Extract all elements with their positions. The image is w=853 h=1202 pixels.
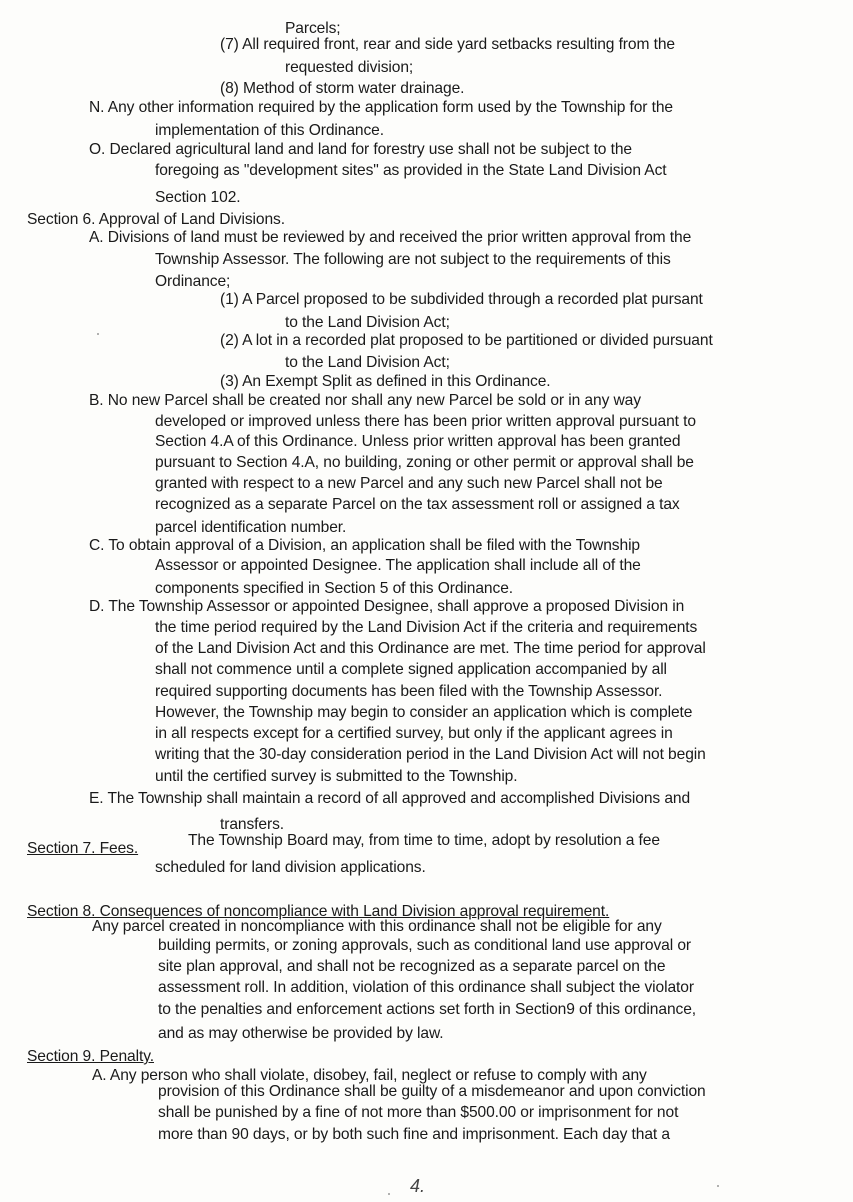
- text-line: (3) An Exempt Split as defined in this Ordinance.: [220, 373, 551, 390]
- text-line: O. Declared agricultural land and land for forestry use shall not be subject to the: [89, 141, 632, 158]
- text-line: of the Land Division Act and this Ordinance are met. The time period for approval: [155, 640, 706, 657]
- text-line: recognized as a separate Parcel on the tax assessment roll or assigned a tax: [155, 496, 680, 513]
- text-line: A. Divisions of land must be reviewed by and received the prior written approval from the: [89, 229, 692, 246]
- text-line: Township Assessor. The following are not subject to the requirements of this: [155, 251, 671, 268]
- text-line: (1) A Parcel proposed to be subdivided through a recorded plat pursant: [220, 291, 703, 308]
- text-line: Section 102.: [155, 189, 241, 206]
- text-line: Parcels;: [285, 20, 341, 37]
- text-line: writing that the 30-day consideration period in the Land Division Act will not begin: [155, 746, 706, 763]
- page-number: 4.: [410, 1176, 426, 1196]
- text-line: granted with respect to a new Parcel and any such new Parcel shall not be: [155, 475, 663, 492]
- text-line: (8) Method of storm water drainage.: [220, 80, 465, 97]
- text-line: Section 4.A of this Ordinance. Unless prior written approval has been granted: [155, 433, 681, 450]
- text-line: A. Any person who shall violate, disobey, fail, neglect or refuse to comply with any: [92, 1067, 647, 1084]
- text-line: in all respects except for a certified survey, but only if the applicant agrees in: [155, 725, 673, 742]
- text-line: developed or improved unless there has been prior written approval pursuant to: [155, 413, 696, 430]
- text-line: B. No new Parcel shall be created nor shall any new Parcel be sold or in any way: [89, 392, 641, 409]
- text-line: provision of this Ordinance shall be guilty of a misdemeanor and upon conviction: [158, 1083, 706, 1100]
- section-heading: Section 8. Consequences of noncompliance with Land Division approval requirement.: [27, 903, 610, 920]
- text-line: C. To obtain approval of a Division, an application shall be filed with the Township: [89, 537, 641, 554]
- text-line: parcel identification number.: [155, 519, 347, 536]
- text-line: and as may otherwise be provided by law.: [158, 1025, 444, 1042]
- text-line: to the Land Division Act;: [285, 354, 450, 371]
- scan-speck: [97, 333, 99, 335]
- text-line: site plan approval, and shall not be recognized as a separate parcel on the: [158, 958, 666, 975]
- text-line: the time period required by the Land Division Act if the criteria and requirements: [155, 619, 698, 636]
- section-heading: Section 7. Fees.: [27, 840, 139, 857]
- text-line: scheduled for land division applications.: [155, 859, 426, 876]
- text-line: components specified in Section 5 of this Ordinance.: [155, 580, 513, 597]
- section-heading: Section 9. Penalty.: [27, 1048, 154, 1065]
- text-line: D. The Township Assessor or appointed Designee, shall approve a proposed Division in: [89, 598, 685, 615]
- text-line: Any parcel created in noncompliance with this ordinance shall not be eligible for any: [92, 918, 662, 935]
- text-line: N. Any other information required by the application form used by the Township for the: [89, 99, 674, 116]
- scan-speck: [717, 1185, 719, 1187]
- text-line: However, the Township may begin to consider an application which is complete: [155, 704, 693, 721]
- text-line: The Township Board may, from time to time, adopt by resolution a fee: [188, 832, 660, 849]
- section-heading: Section 6. Approval of Land Divisions.: [27, 211, 285, 228]
- text-line: E. The Township shall maintain a record of all approved and accomplished Divisions and: [89, 790, 691, 807]
- text-line: building permits, or zoning approvals, such as conditional land use approval or: [158, 937, 692, 954]
- text-line: Assessor or appointed Designee. The application shall include all of the: [155, 557, 641, 574]
- text-line: until the certified survey is submitted to the Township.: [155, 768, 518, 785]
- text-line: implementation of this Ordinance.: [155, 122, 384, 139]
- text-line: more than 90 days, or by both such fine and imprisonment. Each day that a: [158, 1126, 670, 1143]
- text-line: pursuant to Section 4.A, no building, zoning or other permit or approval shall be: [155, 454, 694, 471]
- text-line: shall not commence until a complete signed application accompanied by all: [155, 661, 667, 678]
- text-line: assessment roll. In addition, violation of this ordinance shall subject the violator: [158, 979, 694, 996]
- text-line: transfers.: [220, 816, 284, 833]
- text-line: shall be punished by a fine of not more than $500.00 or imprisonment for not: [158, 1104, 679, 1121]
- text-line: requested division;: [285, 59, 414, 76]
- text-line: to the Land Division Act;: [285, 314, 450, 331]
- text-line: foregoing as "development sites" as provided in the State Land Division Act: [155, 162, 667, 179]
- text-line: Ordinance;: [155, 273, 231, 290]
- scan-speck: [388, 1193, 390, 1195]
- text-line: (7) All required front, rear and side yard setbacks resulting from the: [220, 36, 675, 53]
- text-line: required supporting documents has been filed with the Township Assessor.: [155, 683, 663, 700]
- text-line: (2) A lot in a recorded plat proposed to be partitioned or divided pursuant: [220, 332, 713, 349]
- text-line: to the penalties and enforcement actions set forth in Section9 of this ordinance,: [158, 1001, 697, 1018]
